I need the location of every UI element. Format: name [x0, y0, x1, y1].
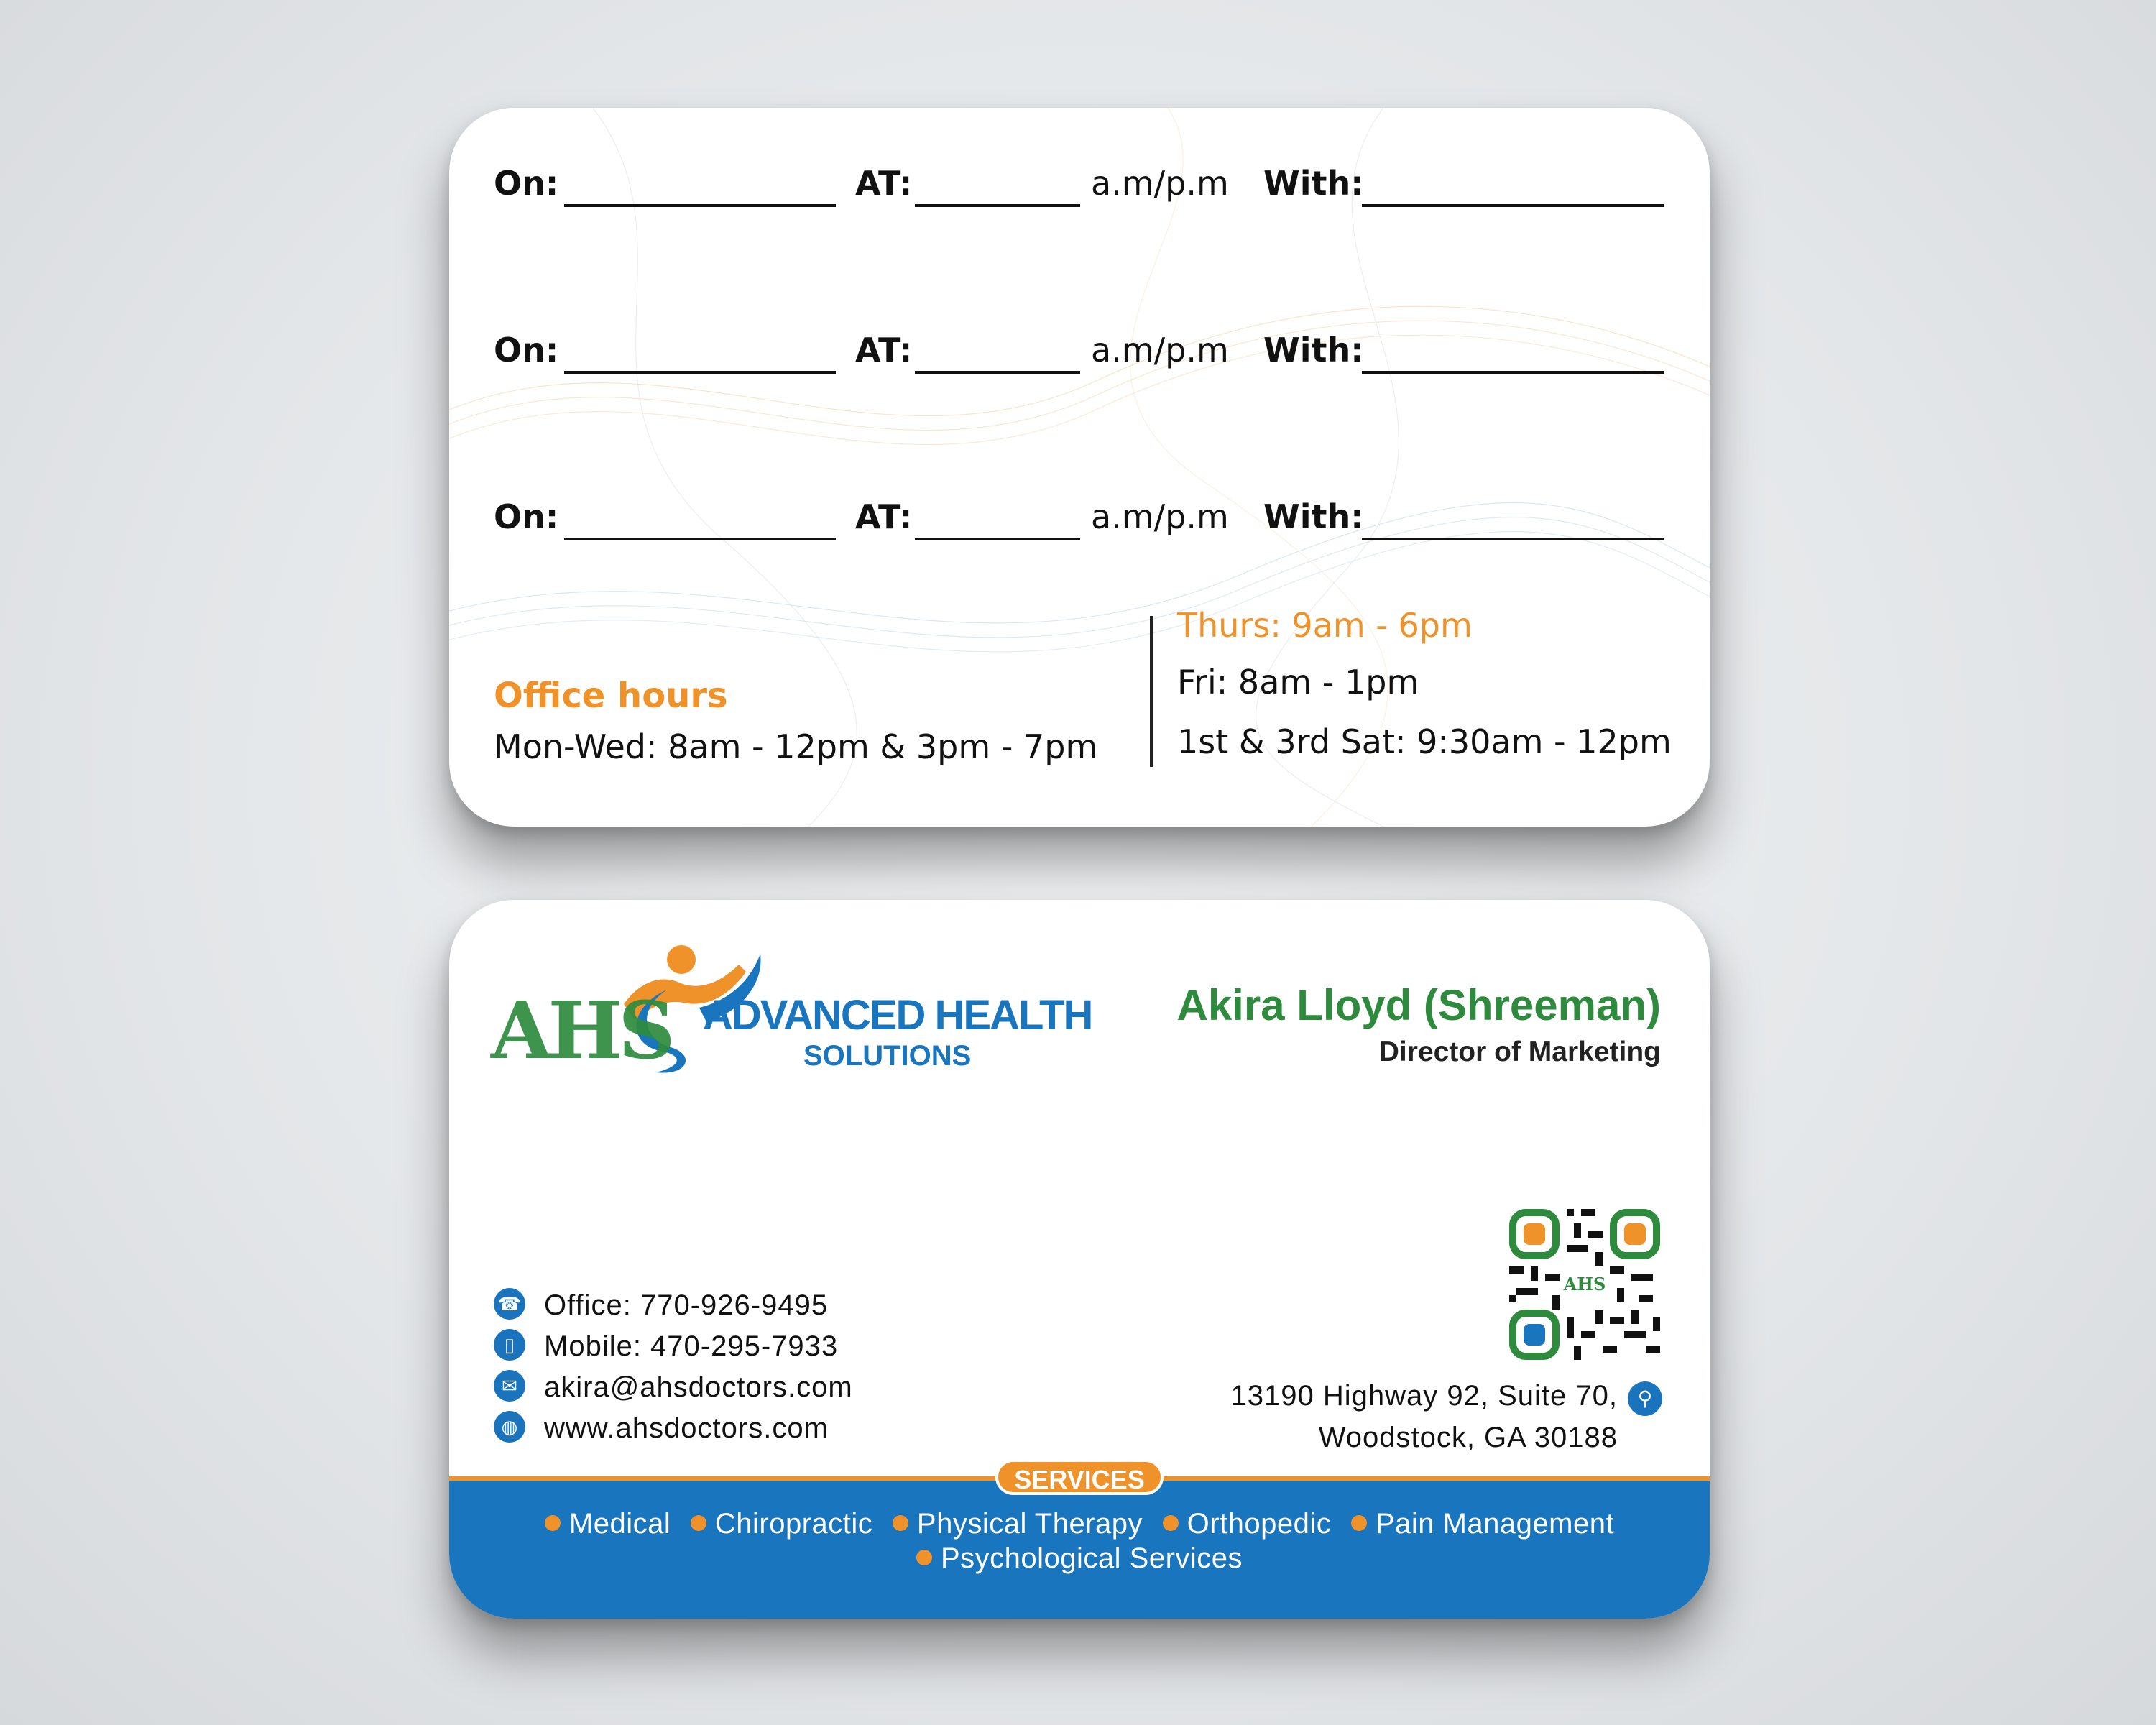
- services-label: SERVICES: [995, 1459, 1164, 1495]
- service-pain-management: Pain Management: [1375, 1508, 1615, 1540]
- hours-mon-wed: Mon-Wed: 8am - 12pm & 3pm - 7pm: [494, 727, 1098, 766]
- service-item: [545, 1508, 671, 1540]
- phone-icon: ☎: [494, 1288, 525, 1320]
- office-hours-title: Office hours: [494, 676, 728, 716]
- with-line[interactable]: [1362, 538, 1664, 540]
- on-label: On:: [494, 497, 559, 536]
- at-time-line[interactable]: [915, 371, 1080, 374]
- address-line-1: 13190 Highway 92, Suite 70,: [1230, 1380, 1618, 1412]
- person-name: Akira Lloyd (Shreeman): [1176, 981, 1661, 1029]
- service-physical-therapy: Physical Therapy: [916, 1508, 1143, 1540]
- at-label: AT:: [855, 497, 913, 536]
- ampm-label: a.m/p.m: [1091, 497, 1229, 536]
- with-line[interactable]: [1362, 204, 1664, 207]
- logo-mark-text: AHS: [491, 984, 671, 1077]
- service-orthopedic: Orthopedic: [1187, 1508, 1332, 1540]
- services-row-1: [449, 1508, 1710, 1540]
- appointment-row: [449, 497, 1710, 555]
- office-phone-text: Office: 770-926-9495: [544, 1289, 829, 1321]
- ampm-label: a.m/p.m: [1091, 164, 1229, 203]
- hours-divider: [1150, 616, 1153, 767]
- mobile-phone-text: Mobile: 470-295-7933: [544, 1330, 839, 1362]
- person-title: Director of Marketing: [1378, 1036, 1661, 1067]
- with-label: With:: [1263, 164, 1364, 203]
- at-time-line[interactable]: [915, 538, 1080, 540]
- service-medical: Medical: [568, 1508, 671, 1540]
- service-item: [691, 1508, 872, 1540]
- bullet-dot: [1351, 1515, 1367, 1531]
- bullet-dot: [691, 1515, 706, 1531]
- service-item: [893, 1508, 1143, 1540]
- hours-sat: 1st & 3rd Sat: 9:30am - 12pm: [1177, 722, 1672, 761]
- logo-company-sub: SOLUTIONS: [803, 1040, 972, 1072]
- bullet-dot: [1163, 1515, 1179, 1531]
- on-label: On:: [494, 164, 559, 203]
- on-date-line[interactable]: [564, 538, 836, 540]
- bullet-dot: [545, 1515, 561, 1531]
- with-line[interactable]: [1362, 371, 1664, 374]
- bullet-dot: [916, 1550, 932, 1565]
- services-row-2: [449, 1542, 1710, 1575]
- at-label: AT:: [855, 331, 913, 369]
- mobile-icon: ▯: [494, 1329, 525, 1361]
- location-pin-icon: ⚲: [1628, 1381, 1662, 1416]
- appointment-card-back: [449, 108, 1710, 827]
- service-item: [1351, 1508, 1614, 1540]
- appointment-row: [449, 164, 1710, 221]
- with-label: With:: [1263, 331, 1364, 369]
- at-label: AT:: [855, 164, 913, 203]
- with-label: With:: [1263, 497, 1364, 536]
- service-psychological: Psychological Services: [940, 1542, 1243, 1574]
- website-text: www.ahsdoctors.com: [544, 1412, 829, 1444]
- service-item: [916, 1542, 1243, 1575]
- hours-fri: Fri: 8am - 1pm: [1177, 663, 1419, 702]
- appointment-row: [449, 331, 1710, 388]
- business-card-front: [449, 900, 1710, 1619]
- logo-company-name: ADVANCED HEALTH: [703, 992, 1092, 1039]
- globe-icon: ◍: [494, 1411, 525, 1443]
- on-label: On:: [494, 331, 559, 369]
- qr-code[interactable]: [1509, 1209, 1660, 1360]
- service-item: [1163, 1508, 1332, 1540]
- bullet-dot: [893, 1515, 908, 1531]
- address-line-2: Woodstock, GA 30188: [1318, 1422, 1618, 1453]
- email-text: akira@ahsdoctors.com: [544, 1371, 853, 1403]
- on-date-line[interactable]: [564, 204, 836, 207]
- service-chiropractic: Chiropractic: [714, 1508, 873, 1540]
- on-date-line[interactable]: [564, 371, 836, 374]
- svg-text:AHS: AHS: [1563, 1274, 1606, 1294]
- hours-thurs: Thurs: 9am - 6pm: [1177, 606, 1473, 645]
- ahs-logo: [491, 939, 1092, 1077]
- ampm-label: a.m/p.m: [1091, 331, 1229, 369]
- at-time-line[interactable]: [915, 204, 1080, 207]
- email-icon: ✉: [494, 1370, 525, 1402]
